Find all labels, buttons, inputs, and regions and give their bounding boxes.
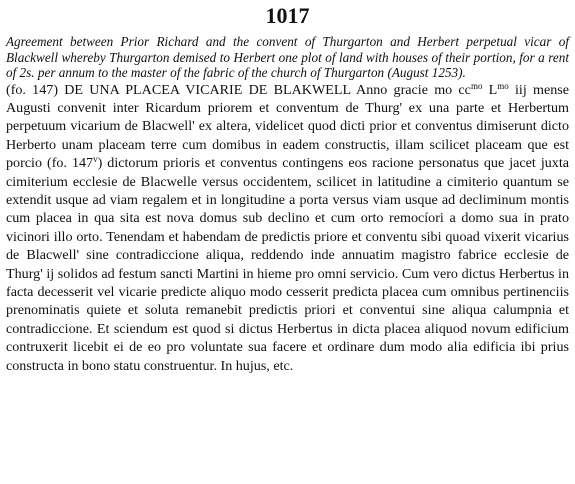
superscript-mo-1: mo (470, 80, 483, 91)
folio-reference: (fo. 147) (6, 81, 59, 98)
superscript-verso: v (93, 154, 98, 165)
text-main-a: iij mense Augusti convenit inter Ricardum priorem et conventum de Thurg' ex una parte et Herbertum perpetuum vicarium de Blacwell' ex altera, videlicet quod dicti prior et conventus dimiserunt dicto Herberto unam placeam terre cum domibus in eadem constructis, illam scilicet placeam que est porcio (fo. 147 (6, 81, 569, 172)
text-date-L: L (488, 81, 498, 98)
text-date-part1: Anno gracie mo cc (356, 81, 471, 98)
document-heading: DE UNA PLACEA VICARIE DE BLAKWELL (64, 81, 351, 98)
text-main-b: ) dictorum prioris et conventus contingens eos racione personatus que jacet juxta cimiterium ecclesie de Blacwelle versus occidentem, scilicet in latitudine a cimiterio quantum se extendit usque ad viam regalem et in longitudine a porta versus viam usque ad decliminum montis cum placea in qua sita est nova domus sub declino et cum orto remocíori a domo sua in prato vicinori illo orto. Tenendam et habendam de predictis priore et conventu sibi quoad vixerit vicarius de Blacwell' sine contradiccione aliqua, reddendo inde annuatim magistro fabrice ecclesie de Thurg' ij solidos ad festum sancti Martini in hieme pro omni servicio. Cum vero dictus Herbertus in facta decesserit vel vicarie predicte aliquo modo cesserit predicta placea cum omnibus pertinenciis prenominatis quiete et soluta remanebit predictis priori et conventui sine aliqua calumpnia et contradiccione. Et sciendum est quod si dictus Herbertus in dicta placea aliquod novum edificium contruxerit licebit ei de eo pro voluntate sua facere et ordinare dum modo alia edificia ibi prius constructa in bono statu construentur. In hujus, etc. (6, 155, 570, 374)
document-number: 1017 (265, 3, 310, 28)
document-summary: Agreement between Prior Richard and the convent of Thurgarton and Herbert perpetual vicar of Blackwell whereby Thurgarton demised to Herbert one plot of land with houses of their portion, for a rent of 2s. per annum to the master of the fabric of the church of Thurgarton (August 1253). (6, 34, 569, 80)
document-body (6, 81, 569, 376)
superscript-mo-2: mo (497, 80, 509, 91)
